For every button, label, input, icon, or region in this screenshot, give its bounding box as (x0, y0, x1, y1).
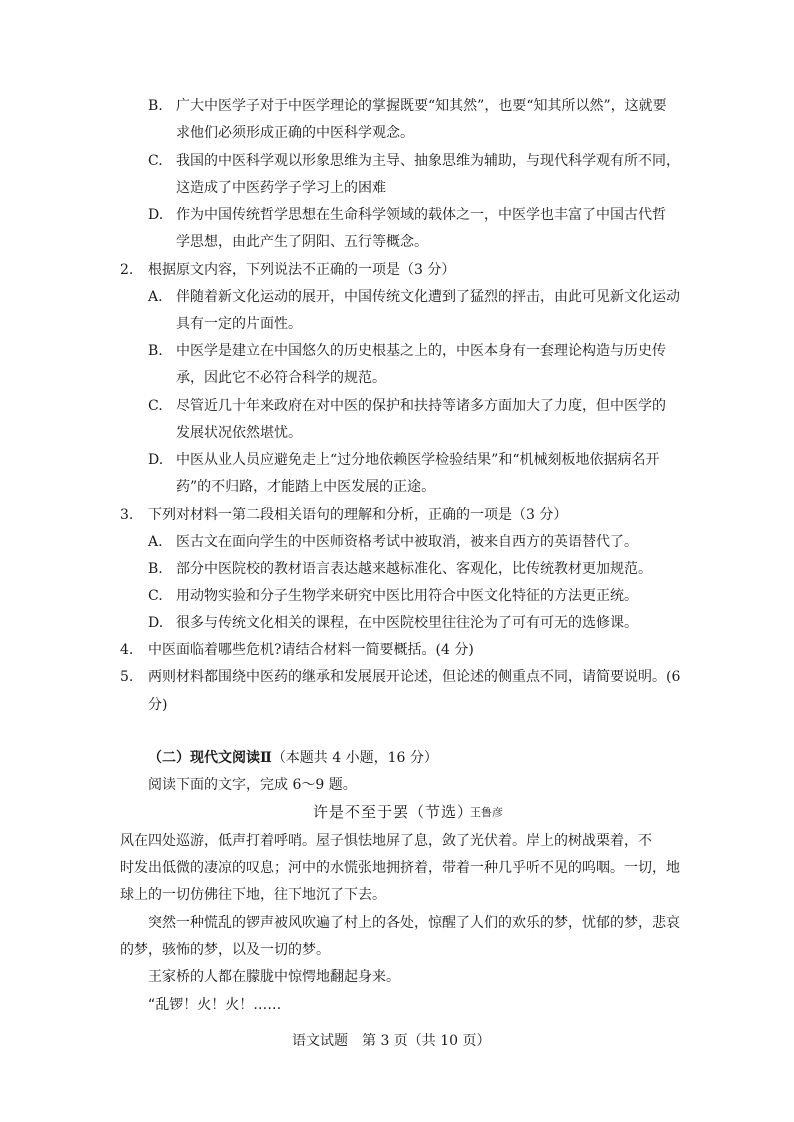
q3-option-b-label: B. (148, 561, 163, 577)
q1-option-b-line2: 求他们必须形成正确的中医科学观念。 (176, 125, 414, 141)
q3-option-d-text: 很多与传统文化相关的课程，在中医院校里往往沦为了可有可无的选修课。 (176, 615, 638, 631)
q1-option-d-line2: 学思想，由此产生了阴阳、五行等概念。 (176, 234, 428, 250)
story-title: 许是不至于罢（节选） (313, 803, 474, 821)
story-p4: “乱锣！火！火！…… (148, 997, 282, 1013)
q3-option-c-label: C. (148, 588, 163, 604)
story-p1-line3: 球上的一切仿佛往下地，往下地沉了下去。 (120, 887, 386, 903)
q5-line2: 分) (148, 697, 168, 713)
q3-option-c-text: 用动物实验和分子生物学来研究中医比用符合中医文化特征的方法更正统。 (176, 588, 638, 604)
q2-option-b-line2: 承，因此它不必符合科学的规范。 (176, 370, 386, 386)
q2-option-b-line1: 中医学是建立在中国悠久的历史根基之上的，中医本身有一套理论构造与历史传 (176, 343, 666, 359)
q2-option-a-label: A. (148, 289, 163, 305)
q3-stem: 下列对材料一第二段相关语句的理解和分析，正确的一项是（3 分） (148, 507, 568, 523)
q3-number: 3. (120, 507, 134, 523)
q2-option-d-line2: 药”的不归路，才能踏上中医发展的正途。 (176, 479, 436, 495)
q3-option-a-label: A. (148, 534, 163, 550)
story-p3: 王家桥的人都在朦胧中惊愕地翻起身来。 (148, 969, 400, 985)
story-p2-line2: 的梦，骇怖的梦，以及一切的梦。 (120, 942, 330, 958)
story-p2-line1: 突然一种慌乱的锣声被风吹遍了村上的各处，惊醒了人们的欢乐的梦，忧郁的梦，悲哀 (148, 915, 680, 931)
q4-number: 4. (120, 642, 134, 658)
q4-text: 中医面临着哪些危机?请结合材料一简要概括。(4 分) (148, 642, 474, 658)
q2-stem: 根据原文内容，下列说法不正确的一项是（3 分） (148, 262, 456, 278)
q2-option-c-line2: 发展状况依然堪忧。 (176, 425, 302, 441)
q3-option-b-text: 部分中医院校的教材语言表达越来越标准化、客观化，比传统教材更加规范。 (176, 561, 652, 577)
q1-option-d-line1: 作为中国传统哲学思想在生命科学领域的载体之一，中医学也丰富了中国古代哲 (176, 207, 666, 223)
q2-option-c-line1: 尽管近几十年来政府在对中医的保护和扶持等诸多方面加大了力度，但中医学的 (176, 398, 666, 414)
q2-option-d-line1: 中医从业人员应避免走上“过分地依赖医学检验结果”和“机械刻板地依据病名开 (176, 452, 660, 468)
q2-option-a-line1: 伴随着新文化运动的展开，中国传统文化遭到了猛烈的抨击，由此可见新文化运动 (176, 289, 680, 305)
q2-option-c-label: C. (148, 398, 163, 414)
q5-number: 5. (120, 669, 134, 685)
page-footer: 语文试题 第 3 页（共 10 页） (292, 1033, 491, 1049)
reading-instruction: 阅读下面的文字，完成 6～9 题。 (148, 777, 357, 793)
q1-option-d-label: D. (148, 207, 164, 223)
q1-option-b-line1: 广大中医学子对于中医学理论的掌握既要“知其然”，也要“知其所以然”，这就要 (176, 98, 667, 114)
q3-option-d-label: D. (148, 615, 164, 631)
q2-option-a-line2: 具有一定的片面性。 (176, 316, 302, 332)
q1-option-c-label: C. (148, 153, 163, 169)
section-heading-bold: （二）现代文阅读Ⅱ (148, 750, 272, 766)
q3-option-a-text: 医古文在面向学生的中医师资格考试中被取消，被来自西方的英语替代了。 (176, 534, 638, 550)
story-p1-line1: 风在四处巡游，低声打着呼哨。屋子惧怯地屏了息，敛了光伏着。岸上的树战栗着，不 (120, 833, 652, 849)
q1-option-c-line1: 我国的中医科学观以形象思维为主导、抽象思维为辅助，与现代科学观有所不同， (176, 153, 680, 169)
q1-option-c-line2: 这造成了中医药学子学习上的困难 (176, 180, 386, 196)
section-heading-rest: （本题共 4 小题，16 分） (271, 750, 438, 766)
section-heading (148, 748, 438, 768)
story-author: 王鲁彦 (470, 806, 503, 819)
q2-option-b-label: B. (148, 343, 163, 359)
q2-number: 2. (120, 262, 134, 278)
q2-option-d-label: D. (148, 452, 164, 468)
q1-option-b-label: B. (148, 98, 163, 114)
story-p1-line2: 时发出低微的凄凉的叹息；河中的水慌张地拥挤着，带着一种几乎听不见的呜咽。一切，地 (120, 860, 680, 876)
q5-line1: 两则材料都围绕中医药的继承和发展展开论述，但论述的侧重点不同，请简要说明。(6 (148, 669, 681, 685)
